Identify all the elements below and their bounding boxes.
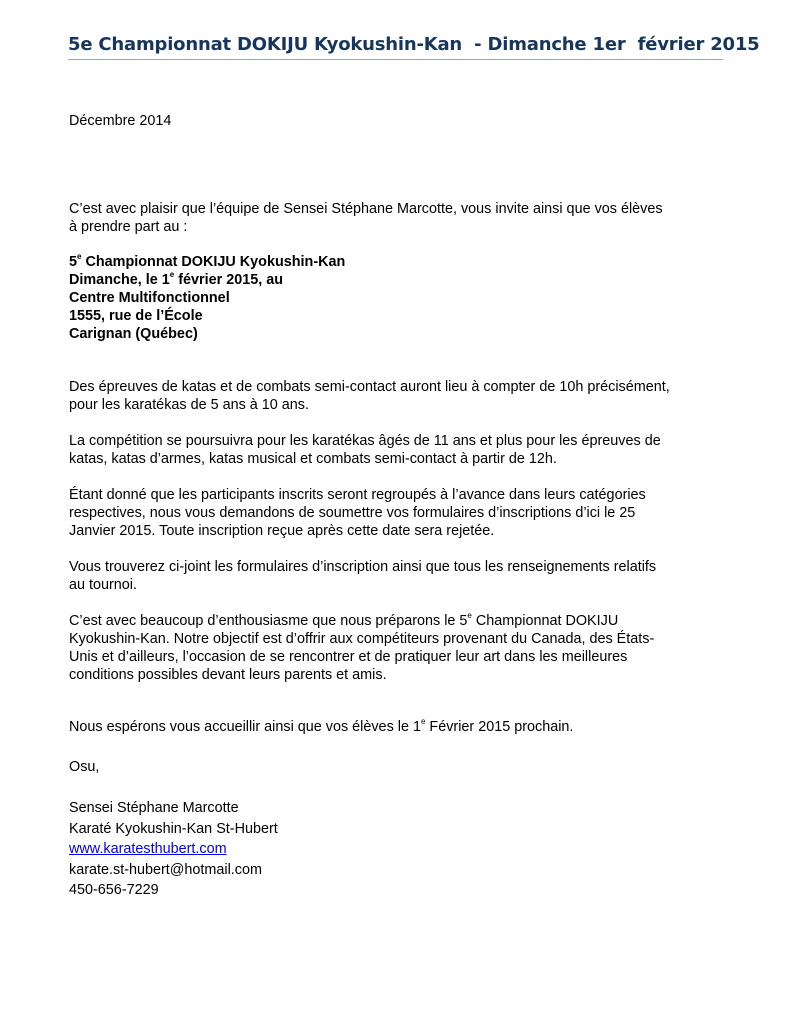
paragraph-registration-deadline (69, 486, 729, 540)
paragraph-line: Des épreuves de katas et de combats semi-contact auront lieu à compter de 10h précisément, (69, 379, 670, 395)
paragraph-attachments (69, 558, 729, 594)
paragraph-schedule-older (69, 432, 729, 468)
event-details (69, 253, 729, 343)
intro-paragraph (69, 200, 729, 236)
paragraph-line: Kyokushin-Kan. Notre objectif est d’offrir aux compétiteurs provenant du Canada, des États- (69, 631, 655, 647)
paragraph-objective (69, 612, 729, 684)
paragraph-line: Unis et d’ailleurs, l’occasion de se rencontrer et de pratiquer leur art dans les meilleures (69, 649, 628, 665)
intro-line: à prendre part au : (69, 219, 188, 235)
paragraph-line: C’est avec beaucoup d’enthousiasme que nous préparons le 5e Championnat DOKIJU (69, 611, 619, 629)
signature-block (69, 798, 729, 901)
paragraph-line: conditions possibles devant leurs parents et amis. (69, 667, 387, 683)
signature-email: karate.st-hubert@hotmail.com (69, 861, 262, 878)
paragraph-line: Janvier 2015. Toute inscription reçue après cette date sera rejetée. (69, 523, 495, 539)
event-title: 5e Championnat DOKIJU Kyokushin-Kan (69, 252, 346, 270)
paragraph-line: katas, katas d’armes, katas musical et combats semi-contact à partir de 12h. (69, 451, 557, 467)
header-title: 5e Championnat DOKIJU Kyokushin-Kan - Dimanche 1er février 2015 (68, 34, 760, 55)
paragraph-line: Nous espérons vous accueillir ainsi que vos élèves le 1e Février 2015 prochain. (69, 717, 574, 735)
signature-phone: 450-656-7229 (69, 882, 159, 898)
event-venue: Centre Multifonctionnel (69, 290, 230, 306)
paragraph-line: Vous trouverez ci-joint les formulaires d’inscription ainsi que tous les renseignements relatifs (69, 559, 657, 575)
letter-date: Décembre 2014 (69, 113, 172, 129)
intro-line: C’est avec plaisir que l’équipe de Sensei Stéphane Marcotte, vous invite ainsi que vos élèves (69, 201, 663, 217)
paragraph-line: respectives, nous vous demandons de soumettre vos formulaires d’inscriptions d’ici le 25 (69, 505, 636, 521)
website-link[interactable]: www.karatesthubert.com (69, 841, 227, 857)
signature-organization: Karaté Kyokushin-Kan St-Hubert (69, 820, 278, 837)
paragraph-schedule-young (69, 378, 729, 414)
event-city: Carignan (Québec) (69, 326, 198, 342)
document-header (68, 34, 760, 60)
event-address: 1555, rue de l’École (69, 308, 203, 324)
paragraph-line: La compétition se poursuivra pour les karatékas âgés de 11 ans et plus pour les épreuves de (69, 433, 661, 449)
closing-salutation: Osu, (69, 759, 100, 775)
paragraph-line: Étant donné que les participants inscrits seront regroupés à l’avance dans leurs catégories (69, 487, 646, 503)
paragraph-welcome (69, 718, 729, 736)
paragraph-line: au tournoi. (69, 577, 138, 593)
signature-name: Sensei Stéphane Marcotte (69, 800, 239, 816)
paragraph-line: pour les karatékas de 5 ans à 10 ans. (69, 397, 309, 413)
event-date: Dimanche, le 1e février 2015, au (69, 270, 284, 288)
